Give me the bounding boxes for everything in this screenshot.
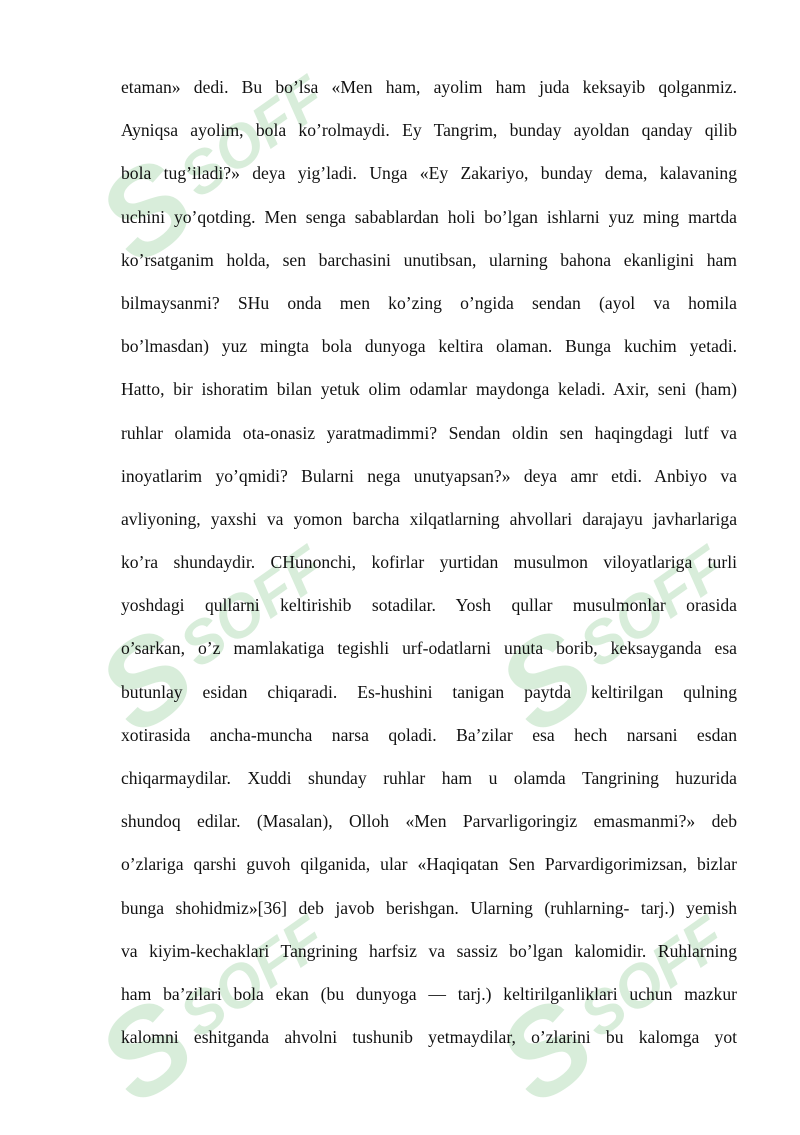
text-line: o’zlariga qarshi guvoh qilganida, ular «Haqiqatan Sen Parvardigorimizsan, bizlar <box>121 854 737 875</box>
text-line: xotirasida ancha-muncha narsa qoladi. Ba’zilar esa hech narsani esdan <box>121 724 737 745</box>
text-line: uchini yo’qotding. Men senga sabablardan holi bo’lgan ishlarni yuz ming martda <box>121 206 737 227</box>
text-line: ruhlar olamida ota-onasiz yaratmadimmi? Sendan oldin sen haqingdagi lutf va <box>121 422 737 443</box>
body-text <box>121 69 737 1062</box>
svg-text:SOFF: SOFF <box>167 63 338 210</box>
svg-text:S: S <box>474 972 617 1129</box>
svg-text:SOFF: SOFF <box>567 533 738 680</box>
svg-text:S: S <box>74 132 217 289</box>
text-line: butunlay esidan chiqaradi. Es-hushini tanigan paytda keltirilgan qulning <box>121 681 737 702</box>
text-line: ko’rsatganim holda, sen barchasini unutibsan, ularning bahona ekanligini ham <box>121 249 737 270</box>
text-line: etaman» dedi. Bu bo’lsa «Men ham, ayolim ham juda keksayib qolganmiz. <box>121 77 737 97</box>
text-line: va kiyim-kechaklari Tangrining harfsiz va sassiz bo’lgan kalomidir. Ruhlarning <box>121 940 737 961</box>
svg-text:S: S <box>74 972 217 1129</box>
text-line: bo’lmasdan) yuz mingta bola dunyoga keltira olaman. Bunga kuchim yetadi. <box>121 336 737 357</box>
text-line: ko’ra shundaydir. CHunonchi, kofirlar yurtidan musulmon viloyatlariga turli <box>121 552 737 573</box>
text-line: bunga shohidmiz»[36] deb javob berishgan. Ularning (ruhlarning- tarj.) yemish <box>121 897 737 918</box>
text-line: o’sarkan, o’z mamlakatiga tegishli urf-odatlarni unuta borib, keksayganda esa <box>121 638 737 659</box>
text-line: avliyoning, yaxshi va yomon barcha xilqatlarning ahvollari darajayu javharlariga <box>121 508 737 529</box>
text-line: shundoq edilar. (Masalan), Olloh «Men Parvarligoringiz emasmanmi?» deb <box>121 811 737 832</box>
text-line: yoshdagi qullarni keltirishib sotadilar. Yosh qullar musulmonlar orasida <box>121 595 737 616</box>
text-line: Ayniqsa ayolim, bola ko’rolmaydi. Ey Tangrim, bunday ayoldan qanday qilib <box>121 120 737 141</box>
svg-text:S: S <box>474 602 617 759</box>
text-line: ham ba’zilari bola ekan (bu dunyoga — tarj.) keltirilganliklari uchun mazkur <box>121 983 737 1004</box>
svg-text:SOFF: SOFF <box>167 533 338 680</box>
text-line: bola tug’iladi?» deya yig’ladi. Unga «Ey Zakariyo, bunday dema, kalavaning <box>121 163 737 184</box>
text-line: chiqarmaydilar. Xuddi shunday ruhlar ham u olamda Tangrining huzurida <box>121 768 737 788</box>
text-line: kalomni eshitganda ahvolni tushunib yetmaydilar, o’zlarini bu kalomga yot <box>121 1027 737 1048</box>
text-line: Hatto, bir ishoratim bilan yetuk olim odamlar maydonga keladi. Axir, seni (ham) <box>121 379 737 400</box>
text-line: bilmaysanmi? SHu onda men ko’zing o’ngida sendan (ayol va homila <box>121 292 737 313</box>
svg-text:SOFF: SOFF <box>567 903 738 1050</box>
text-line: inoyatlarim yo’qmidi? Bularni nega unutyapsan?» deya amr etdi. Anbiyo va <box>121 465 737 486</box>
svg-text:S: S <box>74 602 217 759</box>
svg-text:SOFF: SOFF <box>167 903 338 1050</box>
